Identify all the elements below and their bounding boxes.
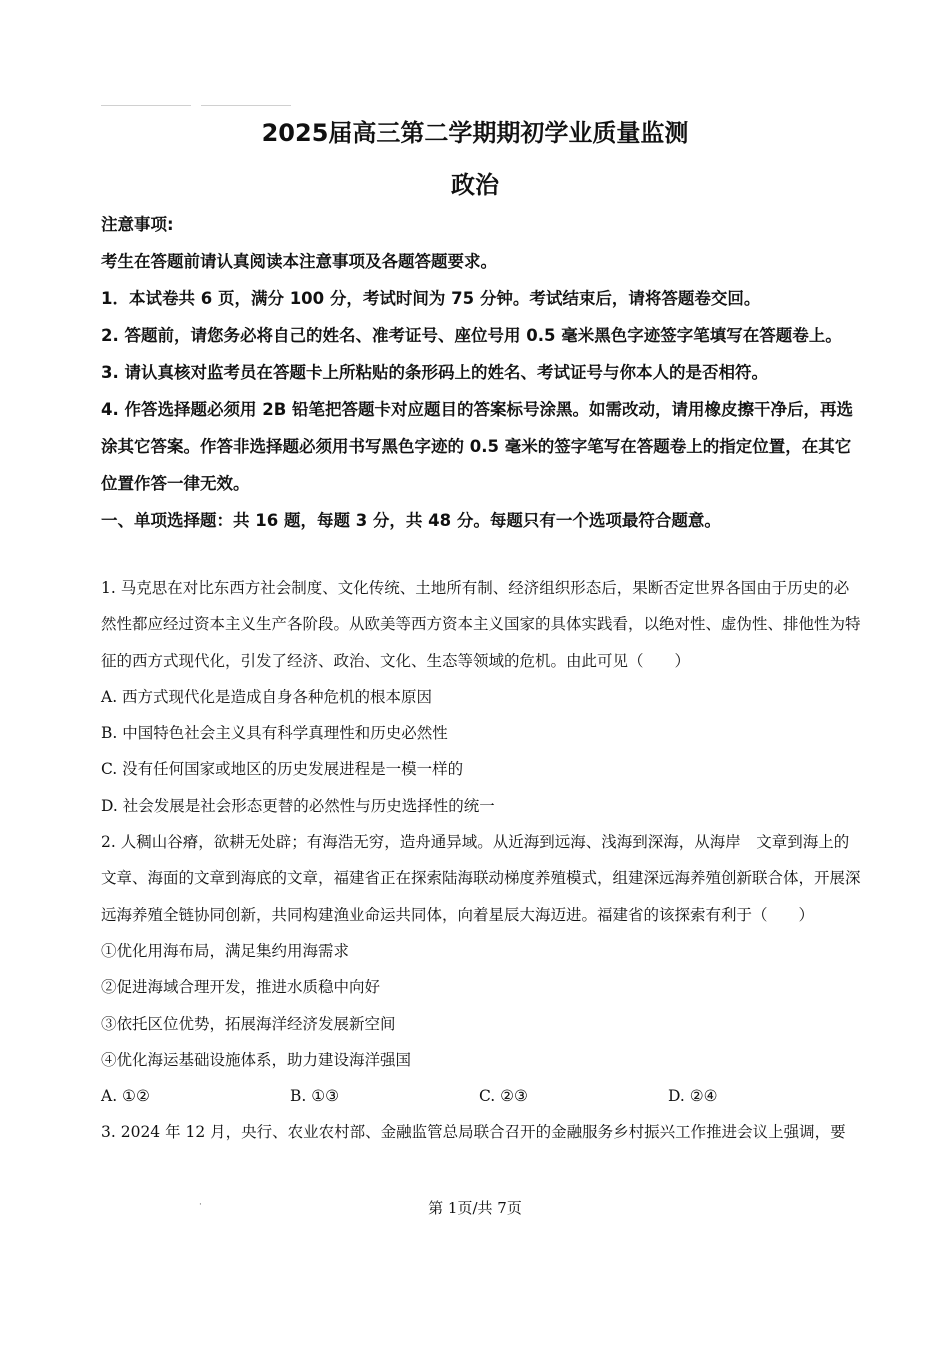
- questions: [101, 570, 861, 1151]
- question-1-stem: 1. 马克思在对比东西方社会制度、文化传统、土地所有制、经济组织形态后，果断否定世界各国由于历史的必然性都应经过资本主义生产各阶段。从欧美等西方资本主义国家的具体实践看，以绝对性、虚伪性、排他性为特征的西方式现代化，引发了经济、政治、文化、生态等领域的危机。由此可见（ ）: [101, 579, 861, 670]
- question-1-option-b: B. 中国特色社会主义具有科学真理性和历史必然性: [101, 724, 448, 743]
- question-2-statement-1: ①优化用海布局，满足集约用海需求: [101, 941, 350, 960]
- section-title: 一、单项选择题：共 16 题，每题 3 分，共 48 分。每题只有一个选项最符合题意。: [101, 511, 721, 530]
- question-2-statement-2: ②促进海域合理开发，推进水质稳中向好: [101, 978, 381, 997]
- question-3-stem: 3. 2024 年 12 月，央行、农业农村部、金融监管总局联合召开的金融服务乡村振兴工作推进会议上强调，要: [101, 1123, 846, 1142]
- notice-item-1: 1．本试卷共 6 页，满分 100 分，考试时间为 75 分钟。考试结束后，请将答题卷交回。: [101, 289, 761, 308]
- question-2-choice-c: C. ②③: [479, 1087, 528, 1106]
- scan-dot: ·: [199, 1200, 202, 1210]
- header-rule-right: [201, 105, 291, 106]
- notice-intro: 考生在答题前请认真阅读本注意事项及各题答题要求。: [101, 252, 497, 271]
- question-1-option-c: C. 没有任何国家或地区的历史发展进程是一模一样的: [101, 760, 464, 779]
- exam-title: 2025届高三第二学期期初学业质量监测: [261, 119, 689, 147]
- notice-item-4: 4. 作答选择题必须用 2B 铅笔把答题卡对应题目的答案标号涂黑。如需改动，请用橡皮擦干净后，再选涂其它答案。作答非选择题必须用书写黑色字迹的 0.5 毫米的签字笔写在答题卷上的指定位置，在其它位置作答一律无效。: [101, 400, 854, 493]
- notice-item-2: 2. 答题前，请您务必将自己的姓名、准考证号、座位号用 0.5 毫米黑色字迹签字笔填写在答题卷上。: [101, 326, 842, 345]
- question-2-statement-3: ③依托区位优势，拓展海洋经济发展新空间: [101, 1014, 396, 1033]
- question-2-choice-a: A. ①②: [101, 1087, 150, 1106]
- page-footer: 第 1页/共 7页: [428, 1199, 522, 1217]
- question-2-choice-b: B. ①③: [290, 1087, 340, 1106]
- question-2-choices: [101, 1078, 861, 1114]
- question-2-statement-4: ④优化海运基础设施体系，助力建设海洋强国: [101, 1050, 412, 1069]
- notice-section: [101, 206, 861, 539]
- header-rule-left: [101, 105, 191, 106]
- notice-item-3: 3. 请认真核对监考员在答题卡上所粘贴的条形码上的姓名、考试证号与你本人的是否相符。: [101, 363, 768, 382]
- subject-title: 政治: [451, 171, 499, 199]
- question-1-option-a: A. 西方式现代化是造成自身各种危机的根本原因: [101, 687, 433, 706]
- question-2-choice-d: D. ②④: [668, 1087, 718, 1106]
- notice-heading: 注意事项:: [101, 215, 174, 234]
- question-1-option-d: D. 社会发展是社会形态更替的必然性与历史选择性的统一: [101, 796, 495, 815]
- question-2-stem: 2. 人稠山谷瘠，欲耕无处辟；有海浩无穷，造舟通异域。从近海到远海、浅海到深海，从海岸 文章到海上的文章、海面的文章到海底的文章，福建省正在探索陆海联动梯度养殖模式，组建深远海养殖创新联合体，开展深远海养殖全链协同创新，共同构建渔业命运共同体，向着星辰大海迈进。福建省的该探索有利于（ ）: [101, 833, 861, 924]
